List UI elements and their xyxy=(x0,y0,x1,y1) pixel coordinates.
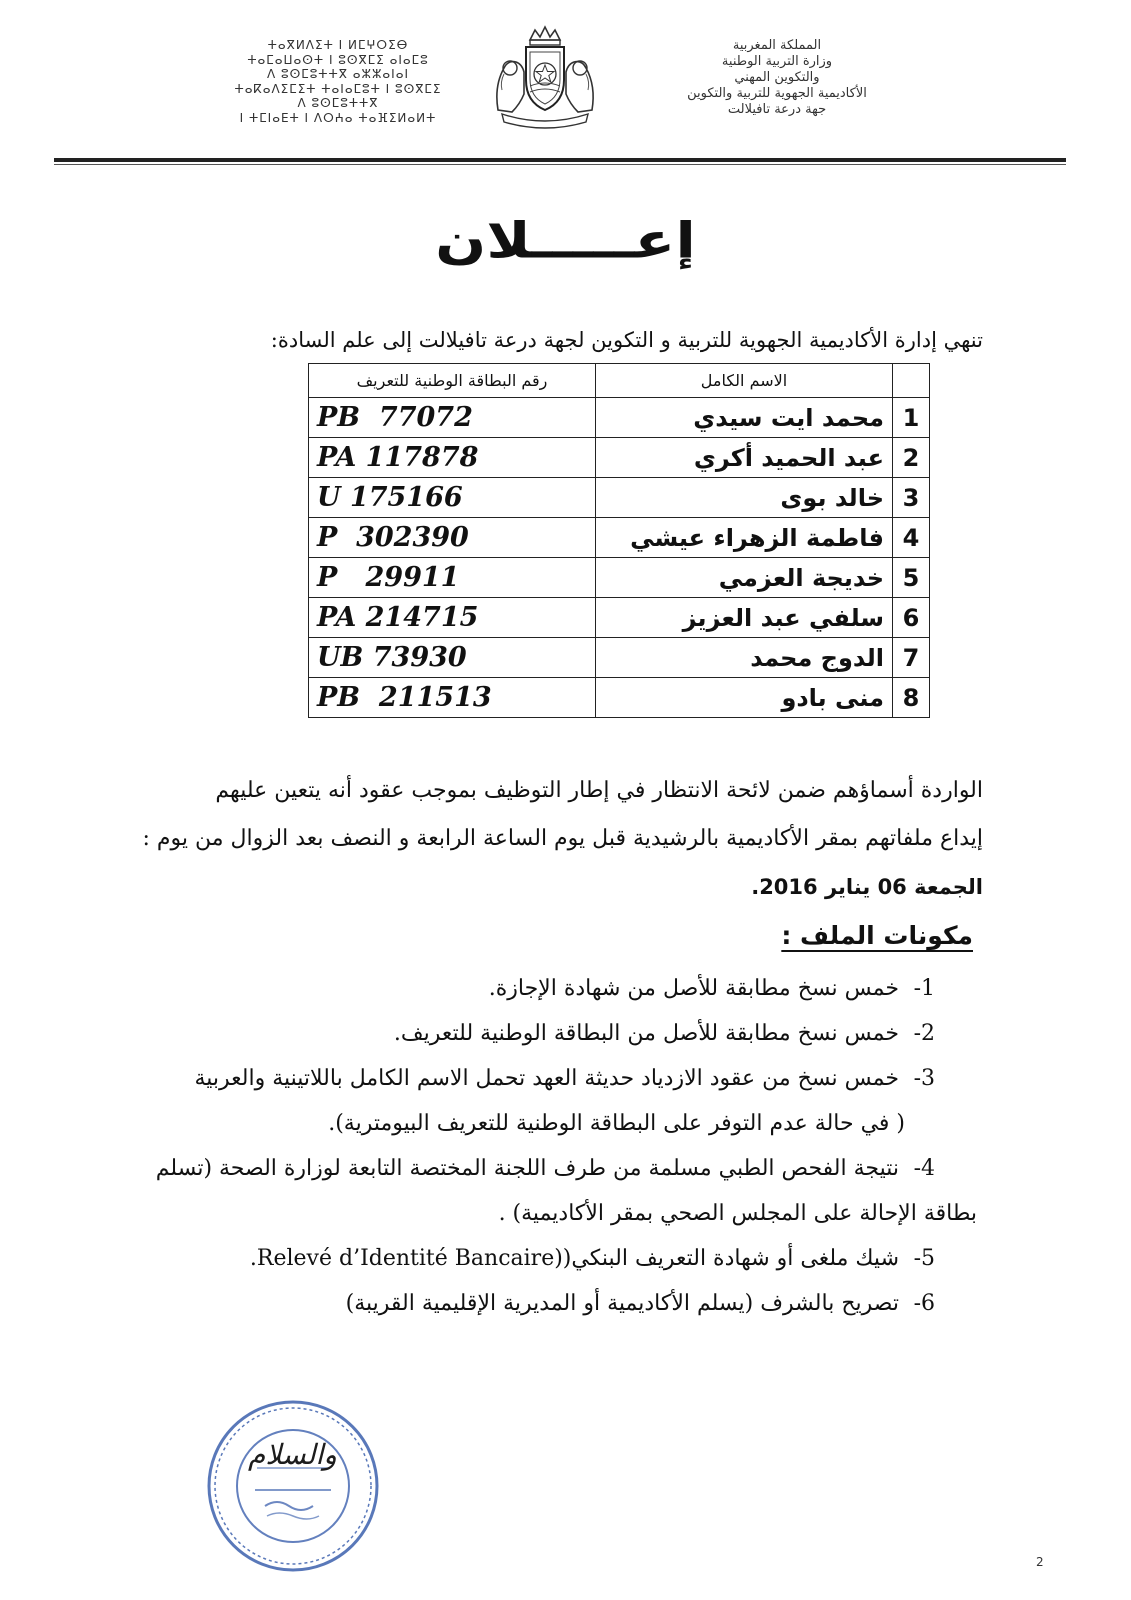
candidate-name: سلفي عبد العزيز xyxy=(596,598,893,638)
page-number: 2 xyxy=(1036,1555,1044,1569)
header-divider xyxy=(54,158,1066,162)
candidate-name: خالد بوى xyxy=(596,478,893,518)
list-item-number: 5- xyxy=(913,1246,935,1271)
row-number: 2 xyxy=(893,438,930,478)
arabic-header xyxy=(612,38,942,118)
list-item xyxy=(135,1236,935,1281)
table-header-row xyxy=(309,364,930,398)
file-components-heading: مكونات الملف : xyxy=(781,921,973,950)
table-row xyxy=(309,678,930,718)
list-item-text: خمس نسخ مطابقة للأصل من البطاقة الوطنية للتعريف. xyxy=(393,1021,899,1046)
body-line: إيداع ملفاتهم بمقر الأكاديمية بالرشيدية قبل يوم الساعة الرابعة و النصف بعد الزوال من يوم : xyxy=(142,826,983,851)
table-row xyxy=(309,638,930,678)
intro-text: تنهي إدارة الأكاديمية الجهوية للتربية و التكوين لجهة درعة تافيلالت إلى علم السادة: xyxy=(270,328,983,352)
tifinagh-line: ⵜⴰⵎⴰⵡⴰⵙⵜ ⵏ ⵓⵙⴳⵎⵉ ⴰⵏⴰⵎⵓ xyxy=(247,52,429,67)
national-id: UB 73930 xyxy=(309,638,596,678)
tifinagh-line: ⴷ ⵓⵙⵎⵓⵜⵜⴳ ⴰⵣⵣⴰⵏⴰⵏ xyxy=(267,67,409,81)
list-item-number: 1- xyxy=(913,976,935,1001)
list-item-text: نتيجة الفحص الطبي مسلمة من طرف اللجنة المختصة التابعة لوزارة الصحة (تسلم xyxy=(155,1156,899,1181)
header-divider-thin xyxy=(54,164,1066,165)
row-number: 8 xyxy=(893,678,930,718)
list-item-number: 6- xyxy=(913,1291,935,1316)
header-num xyxy=(893,364,930,398)
national-id: P 302390 xyxy=(309,518,596,558)
row-number: 1 xyxy=(893,398,930,438)
body-paragraph xyxy=(123,767,983,911)
candidate-name: عبد الحميد أكري xyxy=(596,438,893,478)
list-item-number: 2- xyxy=(913,1021,935,1046)
header-full-name: الاسم الكامل xyxy=(596,364,893,398)
deadline-date: الجمعة 06 يناير 2016. xyxy=(751,875,983,899)
list-item-number: 3- xyxy=(913,1066,935,1091)
list-item xyxy=(135,1146,935,1191)
candidate-name: فاطمة الزهراء عيشي xyxy=(596,518,893,558)
tifinagh-line: ⵜⴰⴽⴰⴷⵉⵎⵉⵜ ⵜⴰⵏⴰⵎⵓⵜ ⵏ ⵓⵙⴳⵎⵉ xyxy=(234,81,442,96)
row-number: 6 xyxy=(893,598,930,638)
list-item-text: خمس نسخ مطابقة للأصل من شهادة الإجازة. xyxy=(488,976,899,1001)
list-item-continuation xyxy=(135,1191,977,1236)
row-number: 5 xyxy=(893,558,930,598)
table-row xyxy=(309,598,930,638)
tifinagh-line: ⵜⴰⴳⵍⴷⵉⵜ ⵏ ⵍⵎⵖⵔⵉⴱ xyxy=(267,38,409,52)
national-id: PA 117878 xyxy=(309,438,596,478)
tifinagh-header xyxy=(188,38,488,125)
list-item-text: بطاقة الإحالة على المجلس الصحي بمقر الأكاديمية) . xyxy=(498,1201,977,1226)
tifinagh-line: ⴷ ⵓⵙⵎⵓⵜⵜⴳ xyxy=(297,96,379,110)
list-item xyxy=(135,1011,935,1056)
candidate-name: منى بادو xyxy=(596,678,893,718)
national-id: U 175166 xyxy=(309,478,596,518)
list-item-text: تصريح بالشرف (يسلم الأكاديمية أو المديرية الإقليمية القريبة) xyxy=(345,1291,899,1316)
national-id: PB 211513 xyxy=(309,678,596,718)
candidate-name: الدوج محمد xyxy=(596,638,893,678)
file-components-list xyxy=(135,966,977,1326)
list-item-continuation xyxy=(135,1101,935,1146)
national-id: P 29911 xyxy=(309,558,596,598)
row-number: 3 xyxy=(893,478,930,518)
candidate-name: محمد ايت سيدي xyxy=(596,398,893,438)
closing-signature: والسلام xyxy=(248,1438,337,1471)
table-row xyxy=(309,478,930,518)
announcement-title-text: إعـــــلان xyxy=(435,212,696,270)
list-item xyxy=(135,1281,935,1326)
header-national-id: رقم البطاقة الوطنية للتعريف xyxy=(309,364,596,398)
table-row xyxy=(309,558,930,598)
candidate-name: خديجة العزمي xyxy=(596,558,893,598)
arabic-header-line: الأكاديمية الجهوية للتربية والتكوين xyxy=(687,86,867,101)
row-number: 7 xyxy=(893,638,930,678)
list-item xyxy=(135,966,935,1011)
arabic-header-line: وزارة التربية الوطنية xyxy=(721,54,833,69)
list-item-text: خمس نسخ من عقود الازدياد حديثة العهد تحمل الاسم الكامل باللاتينية والعربية xyxy=(194,1066,899,1091)
arabic-header-line: والتكوين المهني xyxy=(734,70,820,85)
official-stamp-icon xyxy=(205,1398,381,1574)
arabic-header-line: جهة درعة تافيلالت xyxy=(727,102,827,117)
national-id: PA 214715 xyxy=(309,598,596,638)
arabic-header-line: المملكة المغربية xyxy=(732,38,822,53)
table-row xyxy=(309,438,930,478)
table-row xyxy=(309,518,930,558)
list-item xyxy=(135,1056,935,1101)
list-item-text: ( في حالة عدم التوفر على البطاقة الوطنية للتعريف البيومترية). xyxy=(328,1111,905,1136)
royal-coat-of-arms-icon xyxy=(486,24,604,130)
list-item-text: شيك ملغى أو شهادة التعريف البنكي((Relevé d’Identité Bancaire. xyxy=(249,1246,899,1271)
body-line: الواردة أسماؤهم ضمن لائحة الانتظار في إطار التوظيف بموجب عقود أنه يتعين عليهم xyxy=(215,778,983,803)
national-id: PB 77072 xyxy=(309,398,596,438)
row-number: 4 xyxy=(893,518,930,558)
candidates-table xyxy=(308,363,930,718)
tifinagh-line: ⵏ ⵜⵎⵏⴰⴹⵜ ⵏ ⴷⵔⵄⴰ ⵜⴰⴼⵉⵍⴰⵍⵜ xyxy=(239,110,437,125)
table-row xyxy=(309,398,930,438)
announcement-title xyxy=(0,196,1131,286)
list-item-number: 4- xyxy=(913,1156,935,1181)
